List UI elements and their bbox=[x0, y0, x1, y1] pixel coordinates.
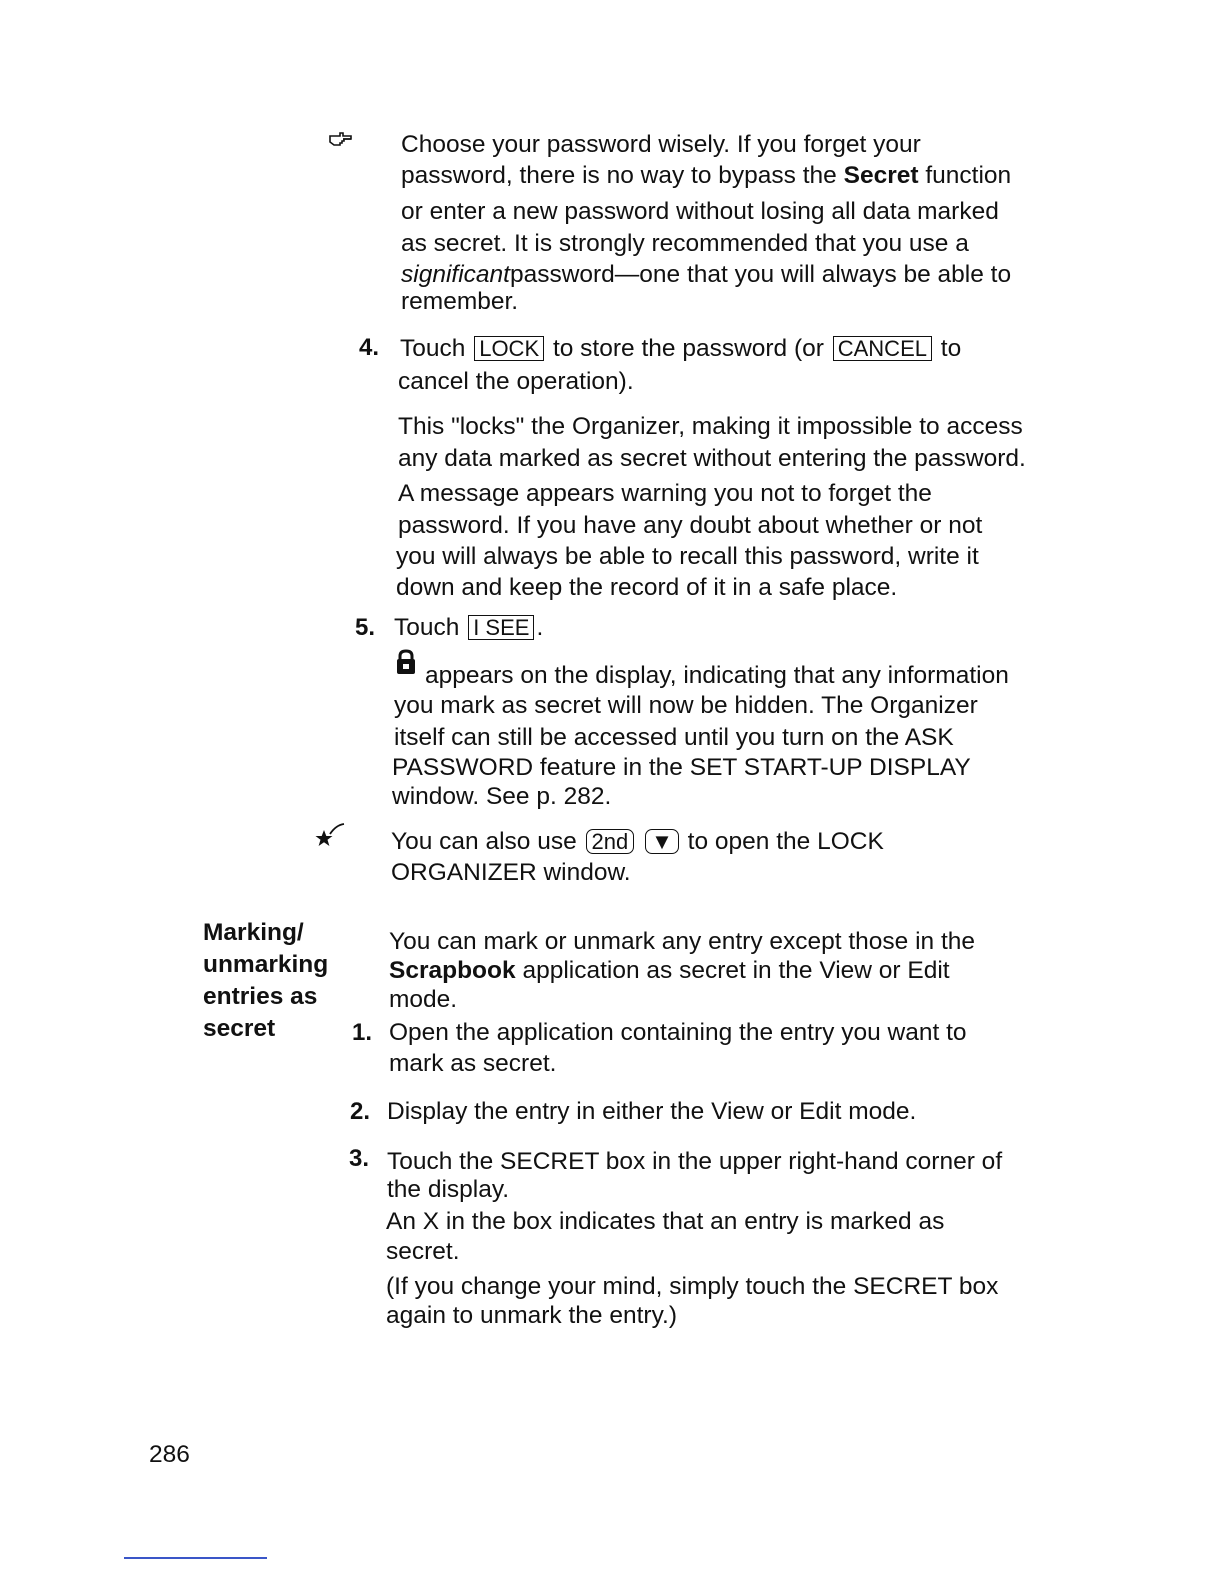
2nd-key: 2nd bbox=[586, 829, 635, 854]
step-4-para-1: This "locks" the Organizer, making it impossible to access bbox=[398, 413, 1023, 440]
pointing-hand-icon bbox=[329, 131, 353, 147]
step-4-to: to bbox=[940, 335, 962, 362]
step-5-para-1: appears on the display, indicating that any information bbox=[425, 662, 1009, 689]
section-intro-2-text: application as secret in the View or Edit bbox=[522, 957, 950, 984]
section-step-1-line-1: Open the application containing the entry you want to bbox=[389, 1019, 967, 1046]
step-5-para-4: PASSWORD feature in the SET START-UP DISPLAY bbox=[392, 754, 971, 781]
tip-line-1 bbox=[391, 826, 884, 857]
step-4-touch: Touch bbox=[400, 335, 466, 362]
step-5-line bbox=[394, 612, 543, 643]
down-arrow-key: ▼ bbox=[645, 829, 679, 854]
section-heading-2: unmarking bbox=[203, 951, 329, 978]
step-5-para-5: window. See p. 282. bbox=[392, 783, 612, 810]
lock-key: LOCK bbox=[474, 336, 544, 361]
footer-rule bbox=[124, 1557, 267, 1559]
step-4-para-2: any data marked as secret without entering the password. bbox=[398, 445, 1026, 472]
padlock-icon bbox=[395, 649, 417, 675]
page-number: 286 bbox=[149, 1441, 190, 1468]
step-4-para-3: A message appears warning you not to forget the bbox=[398, 480, 932, 507]
star-tip-icon bbox=[314, 822, 350, 848]
note-line-6: remember. bbox=[401, 288, 519, 315]
section-after-2: secret. bbox=[386, 1238, 460, 1265]
note-line-4: as secret. It is strongly recommended that you use a bbox=[401, 230, 969, 257]
step-5-para-2: you mark as secret will now be hidden. The Organizer bbox=[394, 692, 978, 719]
section-step-1-number: 1. bbox=[352, 1019, 373, 1046]
note-line-5-text: password—one that you will always be able to bbox=[509, 261, 1012, 288]
section-after-1: An X in the box indicates that an entry is marked as bbox=[386, 1208, 945, 1235]
note-line-2-end: function bbox=[925, 162, 1012, 189]
note-line-3: or enter a new password without losing all data marked bbox=[401, 198, 999, 225]
step-5-period: . bbox=[536, 614, 544, 641]
i-see-key: I SEE bbox=[468, 615, 534, 640]
step-4-para-5: you will always be able to recall this password, write it bbox=[396, 543, 979, 570]
tip-pre: You can also use bbox=[391, 828, 577, 855]
section-after-3: (If you change your mind, simply touch the SECRET box bbox=[386, 1273, 999, 1300]
section-after-4: again to unmark the entry.) bbox=[386, 1302, 677, 1329]
section-heading-1: Marking/ bbox=[203, 919, 304, 946]
step-4-number: 4. bbox=[359, 334, 380, 361]
step-4-para-4: password. If you have any doubt about whether or not bbox=[398, 512, 983, 539]
step-4-line-2: cancel the operation). bbox=[398, 368, 634, 395]
scrapbook-bold-word: Scrapbook bbox=[389, 957, 516, 984]
step-4-line-1 bbox=[400, 333, 961, 364]
section-step-3-line-1: Touch the SECRET box in the upper right-hand corner of bbox=[387, 1148, 1003, 1175]
tip-post: to open the LOCK bbox=[687, 828, 884, 855]
section-step-2-line-1: Display the entry in either the View or Edit mode. bbox=[387, 1098, 917, 1125]
note-line-2 bbox=[401, 160, 1011, 191]
step-5-para-3: itself can still be accessed until you turn on the ASK bbox=[394, 724, 954, 751]
section-step-3-number: 3. bbox=[349, 1145, 370, 1172]
step-4-mid: to store the password (or bbox=[552, 335, 824, 362]
section-step-3-line-2: the display. bbox=[387, 1176, 510, 1203]
section-intro-2 bbox=[389, 955, 950, 986]
cancel-key: CANCEL bbox=[833, 336, 932, 361]
secret-bold-word: Secret bbox=[843, 162, 919, 189]
note-line-1: Choose your password wisely. If you forget your bbox=[401, 131, 921, 158]
step-5-touch: Touch bbox=[394, 614, 460, 641]
section-heading-4: secret bbox=[203, 1015, 276, 1042]
step-4-para-6: down and keep the record of it in a safe place. bbox=[396, 574, 898, 601]
section-intro-3: mode. bbox=[389, 986, 458, 1013]
step-5-number: 5. bbox=[355, 614, 376, 641]
note-line-2-text: password, there is no way to bypass the bbox=[401, 162, 837, 189]
section-heading-3: entries as bbox=[203, 983, 318, 1010]
section-intro-1: You can mark or unmark any entry except those in the bbox=[389, 928, 976, 955]
section-step-2-number: 2. bbox=[350, 1098, 371, 1125]
significant-italic-word: significant bbox=[401, 261, 510, 288]
tip-line-2: ORGANIZER window. bbox=[391, 859, 631, 886]
section-step-1-line-2: mark as secret. bbox=[389, 1050, 557, 1077]
